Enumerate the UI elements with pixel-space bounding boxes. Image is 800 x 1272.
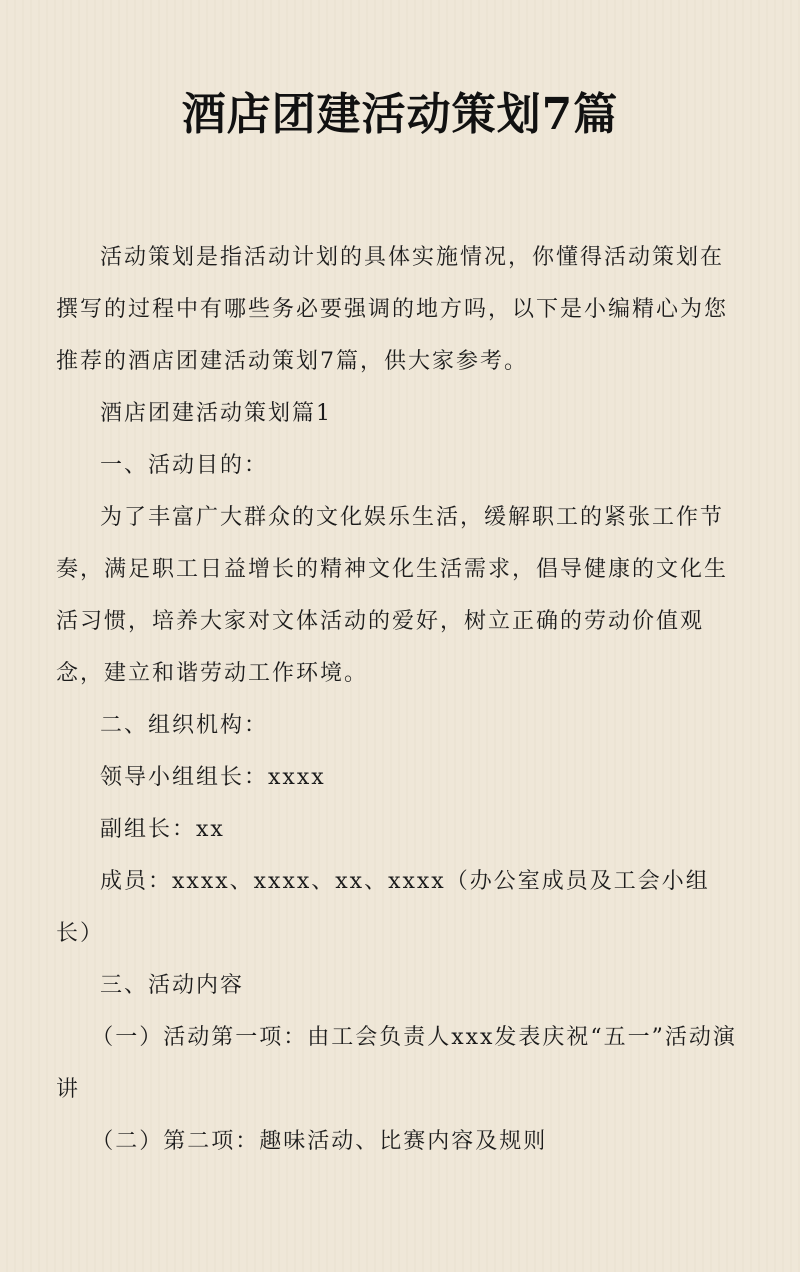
subheading-activity-content: 三、活动内容: [100, 973, 245, 998]
activity-item-1: （一）活动第一项：由工会负责人xxx发表庆祝“五一”活动演讲: [56, 1025, 737, 1102]
org-members: 成员：xxxx、xxxx、xx、xxxx（办公室成员及工会小组长）: [56, 869, 710, 946]
subheading-organization: 二、组织机构：: [100, 713, 269, 738]
org-deputy: 副组长：xx: [100, 817, 225, 842]
document-body: [56, 232, 744, 1168]
org-leader: 领导小组组长：xxxx: [100, 765, 326, 790]
subheading-purpose: 一、活动目的：: [100, 453, 269, 478]
document-title: 酒店团建活动策划7篇: [181, 89, 619, 140]
purpose-paragraph: 为了丰富广大群众的文化娱乐生活，缓解职工的紧张工作节奏，满足职工日益增长的精神文化生活需求，倡导健康的文化生活习惯，培养大家对文体活动的爱好，树立正确的劳动价值观念，建立和谐劳动工作环境。: [56, 505, 729, 686]
intro-paragraph: 活动策划是指活动计划的具体实施情况，你懂得活动策划在撰写的过程中有哪些务必要强调的地方吗，以下是小编精心为您推荐的酒店团建活动策划7篇，供大家参考。: [56, 245, 729, 374]
activity-item-2: （二）第二项：趣味活动、比赛内容及规则: [91, 1129, 548, 1154]
section-heading: 酒店团建活动策划篇1: [100, 401, 332, 426]
